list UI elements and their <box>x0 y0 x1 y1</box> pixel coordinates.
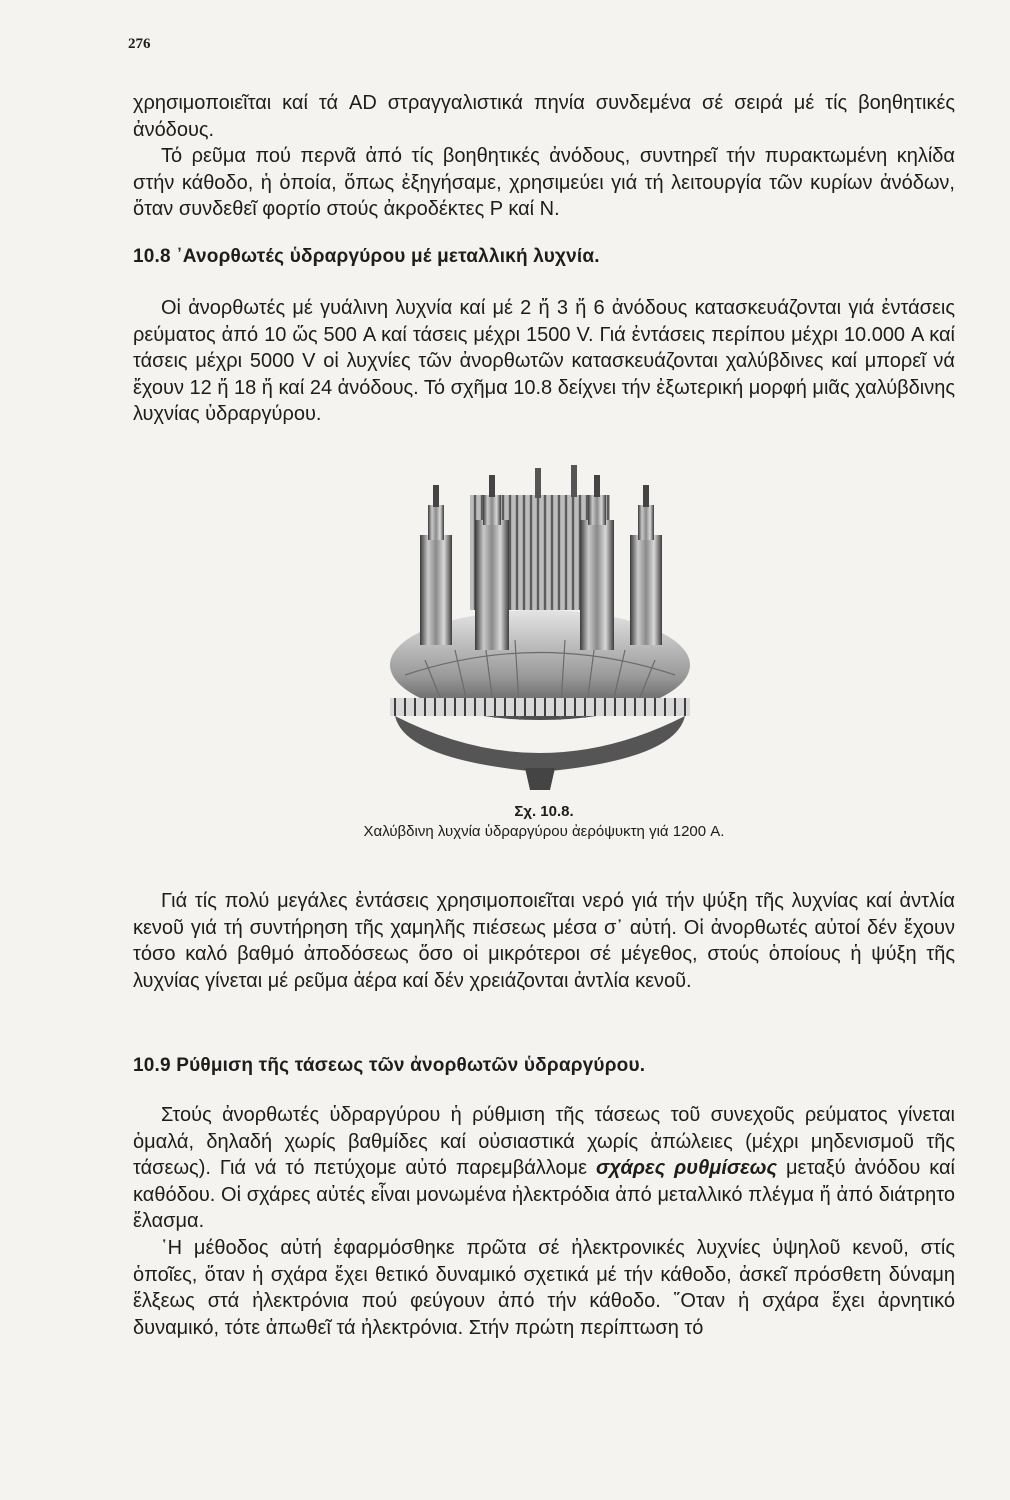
paragraph-auxiliary-anodes: Τό ρεῦμα πού περνᾶ ἀπό τίς βοηθητικές ἀνόδους, συντηρεῖ τήν πυρακτωμένη κηλίδα στήν κάθοδο, ἡ ὁποία, ὅπως ἐξηγήσαμε, χρησιμεύει γιά τή λειτουργία τῶν κυρίων ἀνόδων, ὅταν συνδεθεῖ φορτίο στούς ἀκροδέκτες P καί N. <box>133 145 955 220</box>
section-heading-10-8: 10.8 ᾿Ανορθωτές ὑδραργύρου μέ μεταλλική λυχνία. <box>133 246 600 267</box>
paragraph-vacuum-tubes: ῾Η μέθοδος αὐτή ἐφαρμόσθηκε πρῶτα σέ ἠλεκτρονικές λυχνίες ὑψηλοῦ κενοῦ, στίς ὁποῖες, ὅταν ἡ σχάρα ἔχει θετικό δυναμικό σχετικά μέ τήν κάθοδο, ἀσκεῖ πρόσθετη δύναμη ἕλξεως στά ἠλεκτρόνια πού φεύγουν ἀπό τήν κάθοδο. ῞Οταν ἡ σχάρα ἔχει ἀρνητικό δυναμικό, τότε ἀπωθεῖ τά ἠλεκτρόνια. Στήν πρώτη περίπτωση τό <box>133 1237 955 1339</box>
paragraph-continuation: χρησιμοποιεῖται καί τά AD στραγγαλιστικά πηνία συνδεμένα σέ σειρά μέ τίς βοηθητικές ἀνόδους. <box>133 92 955 141</box>
emphasis-grid-term: σχάρες ρυθμίσεως <box>595 1157 778 1179</box>
paragraph-water-cooling: Γιά τίς πολύ μεγάλες ἐντάσεις χρησιμοποιεῖται νερό γιά τήν ψύξη τῆς λυχνίας καί ἀντλία κενοῦ γιά τή συντήρηση τῆς χαμηλῆς πιέσεως μέσα σ᾿ αὐτή. Οἱ ἀνορθωτές αὐτοί δέν ἔχουν τόσο καλό βαθμό ἀποδόσεως ὅσο οἱ μικρότεροι σέ μέγεθος, στούς ὁποίους ἡ ψύξη τῆς λυχνίας γίνεται μέ ρεῦμα ἀέρα καί δέν χρειάζονται ἀντλία κενοῦ. <box>133 890 955 992</box>
section-heading-10-9: 10.9 Ρύθμιση τῆς τάσεως τῶν ἀνορθωτῶν ὑδραργύρου. <box>133 1055 646 1076</box>
paragraph-rectifier-types: Οἱ ἀνορθωτές μέ γυάλινη λυχνία καί μέ 2 ἤ 3 ἤ 6 ἀνόδους κατασκευάζονται γιά ἐντάσεις ρεύματος ἀπό 10 ὥς 500 A καί τάσεις μέχρι 1500 V. Γιά ἐντάσεις περίπου μέχρι 10.000 A καί τάσεις μέχρι 5000 V οἱ λυχνίες τῶν ἀνορθωτῶν κατασκευάζονται χαλύβδινες καί μπορεῖ νά ἔχουν 12 ἤ 18 ἤ καί 24 ἀνόδους. Τό σχῆμα 10.8 δείχνει τήν ἐξωτερική μορφή μιᾶς χαλύβδινης λυχνίας ὑδραργύρου. <box>133 297 955 425</box>
paragraph-voltage-regulation <box>133 1102 955 1235</box>
page-number: 276 <box>128 36 151 52</box>
paragraph-text-part-a: Στούς ἀνορθωτές ὑδραργύρου ἡ ρύθμιση τῆς τάσεως τοῦ συνεχοῦς ρεύματος γίνεται ὁμαλά, δηλαδή χωρίς βαθμίδες καί οὐσιαστικά χωρίς ἀπώλειες (μέχρι μηδενισμοῦ τῆς τάσεως). Γιά νά τό πετύχομε αὐτό παρεμβάλλομε <box>133 1104 955 1179</box>
paragraph-text-part-b: μεταξύ ἀνόδου καί καθόδου. Οἱ σχάρες αὐτές εἶναι μονωμένα ἠλεκτρόδια ἀπό μεταλλικό πλέγμα ἤ ἀπό διάτρητο ἔλασμα. <box>133 1157 956 1232</box>
figure-caption: Χαλύβδινη λυχνία ὑδραργύρου ἀερόψυκτη γιά 1200 A. <box>363 823 725 840</box>
figure-label: Σχ. 10.8. <box>514 803 574 820</box>
steel-mercury-tube-figure <box>385 460 695 795</box>
mercury-tube-illustration <box>385 460 695 795</box>
